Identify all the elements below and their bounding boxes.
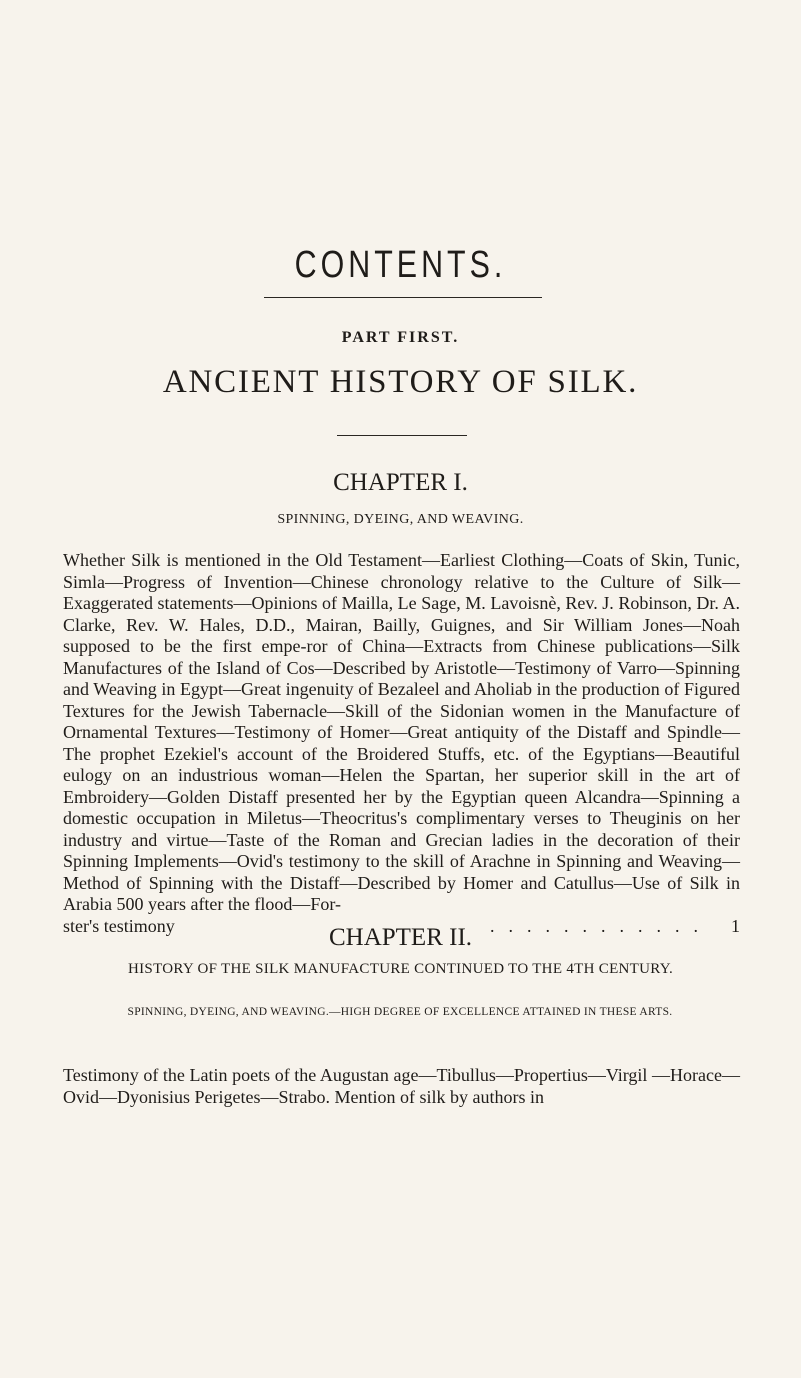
- chapter-2-subsubheading: SPINNING, DYEING, AND WEAVING.—HIGH DEGREE OF EXCELLENCE ATTAINED IN THESE ARTS.: [127, 1006, 673, 1018]
- part-title: ANCIENT HISTORY OF SILK.: [162, 364, 639, 400]
- chapter-1-heading: CHAPTER I.: [333, 469, 468, 496]
- part-rule: [337, 435, 467, 436]
- contents-title: CONTENTS.: [294, 244, 507, 286]
- chapter-1-subheading: SPINNING, DYEING, AND WEAVING.: [277, 512, 524, 527]
- dot-leader: ............: [490, 915, 712, 936]
- chapter-1-summary-last: ster's testimony: [63, 915, 175, 936]
- chapter-2-heading: CHAPTER II.: [328, 924, 473, 951]
- part-label: PART FIRST.: [341, 329, 460, 346]
- chapter-1-page-number: 1: [731, 915, 740, 936]
- chapter-2-summary: Testimony of the Latin poets of the Augustan age—Tibullus—Propertius—Virgil —Horace—Ovid—Dyonisius Perigetes—Strabo. Mention of silk by authors in: [63, 1065, 740, 1107]
- title-rule: [264, 297, 542, 298]
- chapter-2-subheading: HISTORY OF THE SILK MANUFACTURE CONTINUED TO THE 4TH CENTURY.: [128, 961, 673, 977]
- chapter-1-summary-text: Whether Silk is mentioned in the Old Testament—Earliest Clothing—Coats of Skin, Tunic, Simla—Progress of Invention—Chinese chronology relative to the Culture of Silk—Exaggerated statements—Opinions of Mailla, Le Sage, M. Lavoisnè, Rev. J. Robinson, Dr. A. Clarke, Rev. W. Hales, D.D., Mairan, Bailly, Guignes, and Sir William Jones—Noah supposed to be the first empe-ror of China—Extracts from Chinese publications—Silk Manufactures of the Island of Cos—Described by Aristotle—Testimony of Varro—Spinning and Weaving in Egypt—Great ingenuity of Bezaleel and Aholiab in the production of Figured Textures for the Jewish Tabernacle—Skill of the Sidonian women in the Manufacture of Ornamental Textures—Testimony of Homer—Great antiquity of the Distaff and Spindle—The prophet Ezekiel's account of the Broidered Stuffs, etc. of the Egyptians—Beautiful eulogy on an industrious woman—Helen the Spartan, her superior skill in the art of Embroidery—Golden Distaff presented her by the Egyptian queen Alcandra—Spinning a domestic occupation in Miletus—Theocritus's complimentary verses to Theuginis on her industry and virtue—Taste of the Roman and Grecian ladies in the decoration of their Spinning Implements—Ovid's testimony to the skill of Arachne in Spinning and Weaving—Method of Spinning with the Distaff—Described by Homer and Catullus—Use of Silk in Arabia 500 years after the flood—For-: [63, 550, 740, 914]
- chapter-1-summary: [63, 550, 740, 937]
